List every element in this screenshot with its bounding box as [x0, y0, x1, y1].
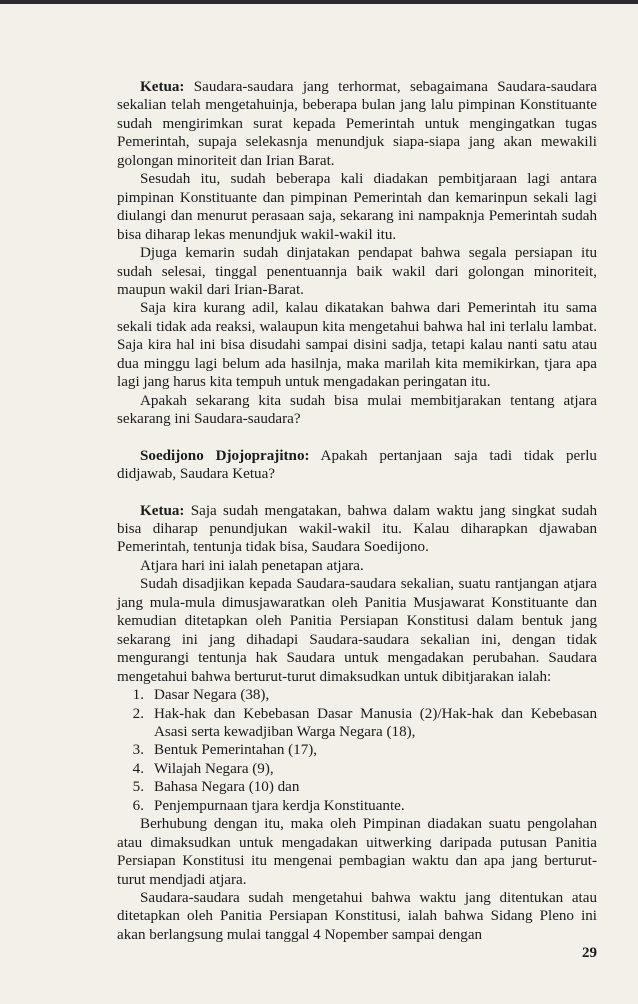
list-text: Wilajah Negara (9),	[154, 760, 274, 777]
list-number: 2.	[132, 705, 144, 722]
list-item	[117, 778, 597, 796]
list-number: 5.	[132, 779, 144, 796]
paragraph	[117, 447, 597, 484]
list-item	[117, 705, 597, 742]
paragraph-text: Apakah pertanjaan saja tadi tidak perlu didjawab, Saudara Ketua?	[117, 447, 597, 483]
paragraph	[117, 78, 597, 170]
list-text: Bentuk Pemerintahan (17),	[154, 742, 318, 759]
list-number: 6.	[132, 797, 144, 814]
list-text: Penjempurnaan tjara kerdja Konstituante.	[154, 797, 405, 814]
paragraph: Sudah disadjikan kepada Saudara-saudara sekalian, suatu rantjangan atjara jang mula-mula dimusjawaratkan oleh Panitia Musjawarat Konstituante dan kemudian ditetapkan oleh Panitia Persiapan Konstitusi dalam bentuk jang sekarang ini jang dihadapi Saudara-saudara sekalian ini, dengan tidak mengurangi tentunja hak Saudara untuk mengadakan perubahan. Saudara mengetahui bahwa berturut-turut dimaksudkan untuk dibitjarakan ialah:	[117, 576, 597, 685]
list-number: 4.	[132, 760, 144, 777]
paragraph: Apakah sekarang kita sudah bisa mulai membitjarakan tentang atjara sekarang ini Saudara-saudara?	[117, 392, 597, 428]
list-item	[117, 760, 597, 778]
paragraph-text: Saudara-saudara jang terhormat, sebagaimana Saudara-saudara sekalian telah mengetahuinja, beberapa bulan jang lalu pimpinan Konstituante sudah mengirimkan surat kepada Pemerintah untuk mengingatkan tugas Pemerintah, supaja selekasnja menundjuk siapa-siapa jang akan mewakili golongan minoriteit dan Irian Barat.	[117, 79, 597, 169]
list-text: Dasar Negara (38),	[154, 687, 270, 704]
list-number: 3.	[132, 742, 144, 759]
page-number: 29	[582, 945, 597, 961]
list-item	[117, 741, 597, 759]
list-item	[117, 686, 597, 704]
paragraph: Sesudah itu, sudah beberapa kali diadakan pembitjaraan lagi antara pimpinan Konstituante dan pimpinan Pemerintah dan kemarinpun sekali lagi diulangi dan menurut perasaan saja, sekarang ini nampaknja Pemerintah sudah bisa diharap lekas menundjuk wakil-wakil itu.	[117, 171, 597, 243]
speaker-name: Ketua:	[140, 502, 185, 519]
body-text	[117, 78, 597, 944]
paragraph	[117, 502, 597, 557]
speaker-name: Soedijono Djojoprajitno:	[140, 447, 310, 464]
list-number: 1.	[132, 687, 144, 704]
paragraph: Berhubung dengan itu, maka oleh Pimpinan diadakan suatu pengolahan atau dimaksudkan untuk mengadakan uitwerking daripada putusan Panitia Persiapan Konstitusi itu mengenai pembagian waktu dan apa jang berturut-turut mendjadi atjara.	[117, 816, 597, 888]
paragraph-gap	[117, 429, 597, 447]
list-text: Bahasa Negara (10) dan	[154, 779, 300, 796]
speaker-name: Ketua:	[140, 79, 185, 95]
agenda-list	[117, 686, 597, 815]
top-border	[0, 0, 638, 4]
list-text: Hak-hak dan Kebebasan Dasar Manusia (2)/Hak-hak dan Kebebasan Asasi serta kewadjiban Warga Negara (18),	[154, 705, 597, 740]
list-item	[117, 797, 597, 815]
paragraph: Atjara hari ini ialah penetapan atjara.	[140, 557, 364, 574]
paragraph: Saudara-saudara sudah mengetahui bahwa waktu jang ditentukan atau ditetapkan oleh Panitia Persiapan Konstitusi, ialah bahwa Sidang Pleno ini akan berlangsung mulai tanggal 4 Nopember sampai dengan	[117, 890, 597, 943]
paragraph: Djuga kemarin sudah dinjatakan pendapat bahwa segala persiapan itu sudah selesai, tinggal penentuannja baik wakil dari golongan minoriteit, maupun wakil dari Irian-Barat.	[117, 245, 597, 298]
paragraph-gap	[117, 484, 597, 502]
paragraph-text: Saja sudah mengatakan, bahwa dalam waktu jang singkat sudah bisa diharap penundjukan wakil-wakil itu. Kalau diharapkan djawaban Pemerintah, tentunja tidak bisa, Saudara Soedijono.	[117, 502, 597, 556]
paragraph: Saja kira kurang adil, kalau dikatakan bahwa dari Pemerintah itu sama sekali tidak ada reaksi, walaupun kita mengetahui bahwa hal ini terlalu lambat. Saja kira hal ini bisa disudahi sampai disini sadja, tetapi kalau nanti satu atau dua minggu lagi belum ada hasilnja, maka marilah kita memikirkan, tjara apa lagi jang harus kita tempuh untuk mengadakan peringatan itu.	[117, 300, 597, 391]
